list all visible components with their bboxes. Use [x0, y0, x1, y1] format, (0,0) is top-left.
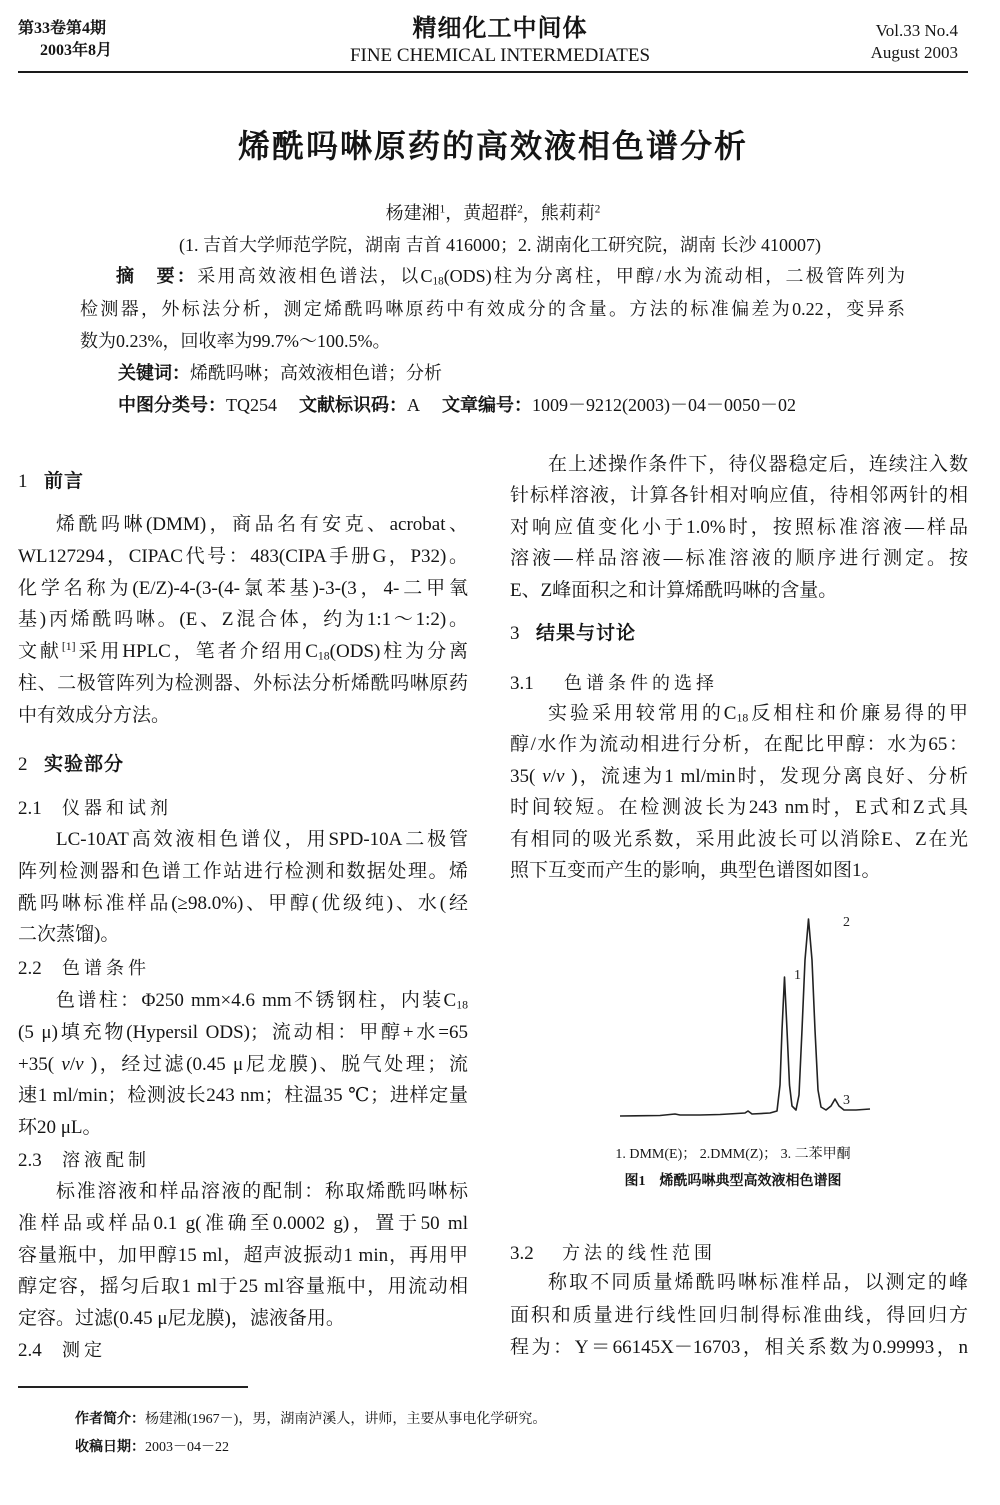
- chromatogram-figure: [600, 900, 880, 1130]
- text-run: ，黄超群: [445, 203, 518, 223]
- instruments-paragraph: [18, 824, 468, 951]
- subscript: 18: [432, 275, 444, 288]
- text-line: [80, 293, 905, 326]
- text-run: WL127294，CIPAC代号：483(CIPA手册G，P32)。: [18, 545, 468, 567]
- header-issue: 第33卷第4期: [18, 20, 107, 37]
- text-line: [18, 1049, 468, 1081]
- subsection-number: 3.1: [510, 673, 534, 694]
- italic-run: v: [555, 765, 565, 787]
- header-volume-block: [820, 20, 958, 64]
- text-line: [510, 855, 968, 886]
- text-run: 环20 μL。: [18, 1117, 102, 1139]
- text-line: [510, 449, 968, 480]
- text-line: [18, 1208, 468, 1240]
- superscript: 1: [439, 203, 446, 216]
- text-run: 称取不同质量烯酰吗啉标准样品，以测定的峰: [548, 1272, 968, 1293]
- subsection-heading-measurement: [18, 1334, 468, 1366]
- text-line: [510, 480, 968, 511]
- peak-label-2: 2: [843, 915, 850, 930]
- text-line: [18, 636, 468, 668]
- text-run: 有相同的吸光系数，采用此波长可以消除E、Z在光: [510, 828, 968, 850]
- peak-label-3: 3: [843, 1093, 850, 1108]
- abstract: [80, 260, 905, 358]
- text-run: (ODS)柱为分离柱，甲醇/水为流动相，二极管阵列为: [443, 266, 905, 286]
- text-line: [18, 700, 468, 732]
- bold-label: 关键词：: [118, 363, 190, 383]
- subsection-heading-selection: [510, 667, 968, 699]
- text-line: [510, 575, 968, 606]
- text-run: 杨建湘(1967－)，男，湖南泸溪人，讲师，主要从事电化学研究。: [145, 1412, 547, 1427]
- section-number: 1: [18, 471, 28, 492]
- subsection-heading-linearity: [510, 1237, 968, 1269]
- subsection-title: 色谱条件的选择: [564, 673, 718, 693]
- author-list: [18, 198, 968, 228]
- text-line: [18, 668, 468, 700]
- subsection-heading-solutions: [18, 1144, 468, 1176]
- text-run: ，熊莉莉: [522, 203, 595, 223]
- text-line: [18, 1176, 468, 1208]
- header-journal-block: [300, 14, 700, 68]
- text-line: [510, 512, 968, 543]
- figure-caption: 图1 烯酰吗啉典型高效液相色谱图: [624, 1174, 842, 1189]
- section-title: 前言: [44, 471, 85, 492]
- journal-name-cn: 精细化工中间体: [412, 16, 588, 42]
- subsection-title: 色谱条件: [62, 958, 150, 978]
- text-line: [510, 824, 968, 855]
- solutions-paragraph: [18, 1176, 468, 1335]
- section-heading-experimental: [18, 749, 468, 781]
- text-line: [118, 357, 918, 389]
- text-run: 化学名称为(E/Z)-4-(3-(4-氯苯基)-3-(3，4-二甲氧: [18, 577, 468, 599]
- text-line: [510, 698, 968, 729]
- subsection-number: 2.3: [18, 1150, 42, 1171]
- text-run: 二次蒸馏)。: [18, 924, 120, 946]
- section-heading-intro: [18, 466, 468, 498]
- text-line: [18, 985, 468, 1017]
- text-run: 醇/水作为流动相进行分析，在配比甲醇：水为65：: [510, 734, 968, 756]
- text-line: [18, 541, 468, 573]
- text-line: [18, 1017, 468, 1049]
- section-title: 实验部分: [44, 754, 125, 775]
- text-line: [75, 1434, 775, 1462]
- text-run: 准样品或样品0.1 g(准确至0.0002 g)，置于50 ml: [18, 1212, 468, 1234]
- text-line: [75, 1406, 775, 1434]
- subsection-title: 仪器和试剂: [62, 798, 172, 818]
- text-run: 烯酰吗啉(DMM)，商品名有安克、acrobat、: [56, 514, 468, 535]
- text-run: 阵列检测器和色谱工作站进行检测和数据处理。烯: [18, 860, 468, 882]
- text-run: 定容。过滤(0.45 μ尼龙膜)，滤液备用。: [18, 1308, 345, 1330]
- text-run: 溶液—样品溶液—标准溶液的顺序进行测定。按: [510, 548, 968, 570]
- classification-line: [118, 389, 938, 421]
- text-run: 中有效成分方法。: [18, 704, 171, 726]
- text-run: /: [69, 1053, 76, 1075]
- text-run: (ODS)柱为分离: [329, 641, 468, 663]
- text-line: [80, 260, 905, 293]
- text-run: 面积和质量进行线性回归制得标准曲线，得回归方: [510, 1304, 968, 1326]
- text-run: )，经过滤(0.45 μ尼龙膜)、脱气处理；流: [83, 1053, 469, 1075]
- superscript: 2: [594, 203, 601, 216]
- text-run: 柱、二极管阵列为检测器、外标法分析烯酰吗啉原药: [18, 672, 468, 694]
- superscript: [1]: [61, 640, 76, 654]
- linearity-paragraph: [510, 1267, 968, 1365]
- text-line: [18, 604, 468, 636]
- bold-label: 收稿日期：: [75, 1440, 145, 1455]
- text-line: [510, 543, 968, 574]
- peak-label-1: 1: [794, 968, 801, 983]
- subsection-number: 2.2: [18, 958, 42, 979]
- text-line: [18, 1303, 468, 1335]
- text-run: )，流速为1 ml/min时，发现分离良好、分析: [564, 765, 968, 787]
- text-run: 针标样溶液，计算各针相对响应值，待相邻两针的相: [510, 485, 968, 507]
- text-line: [510, 1300, 968, 1333]
- text-line: [18, 1271, 468, 1303]
- text-line: [18, 888, 468, 920]
- text-line: [18, 509, 468, 541]
- header-issue-block: [18, 18, 178, 62]
- subsection-number: 3.2: [510, 1243, 534, 1264]
- keywords: [118, 357, 918, 389]
- section-number: 3: [510, 623, 520, 644]
- subsection-heading-instruments: [18, 792, 468, 824]
- section-number: 2: [18, 754, 28, 775]
- text-run: 基)丙烯酰吗啉。(E、Z混合体，约为1:1～1:2)。: [18, 609, 468, 631]
- text-line: [18, 1080, 468, 1112]
- text-line: [510, 1332, 968, 1365]
- text-run: 色谱柱：Φ250 mm×4.6 mm不锈钢柱，内装C: [56, 990, 457, 1011]
- text-run: 检测器，外标法分析，测定烯酰吗啉原药中有效成分的含量。方法的标准偏差为0.22，变异系: [80, 298, 905, 319]
- text-line: [118, 389, 938, 421]
- text-line: [18, 1112, 468, 1144]
- text-line: [18, 198, 968, 228]
- text-run: +35(: [18, 1053, 62, 1075]
- text-run: 在上述操作条件下，待仪器稳定后，连续注入数: [548, 454, 968, 475]
- section-title: 结果与讨论: [536, 623, 637, 644]
- text-run: 反相柱和价廉易得的甲: [748, 703, 968, 724]
- text-run: 数为0.23%，回收率为99.7%～100.5%。: [80, 331, 391, 351]
- text-run: 对响应值变化小于1.0%时，按照标准溶液—样品: [510, 516, 968, 538]
- italic-run: v: [75, 1053, 84, 1075]
- text-run: (5 μ)填充物(Hypersil ODS)；流动相：甲醇+水=65: [18, 1021, 468, 1043]
- italic-run: v: [61, 1053, 70, 1075]
- text-run: 程为：Y＝66145X－16703，相关系数为0.99993，n: [510, 1337, 968, 1358]
- footnote-received-date: [75, 1434, 775, 1462]
- text-line: [18, 856, 468, 888]
- journal-name-en: FINE CHEMICAL INTERMEDIATES: [349, 45, 651, 66]
- subscript: 18: [736, 711, 749, 725]
- text-run: E、Z峰面积之和计算烯酰吗啉的含量。: [510, 579, 838, 601]
- italic-run: v: [542, 765, 551, 787]
- text-run: 速1 ml/min；检测波长243 nm；柱温35 ℃；进样定量: [18, 1085, 468, 1107]
- text-run: /: [550, 765, 556, 787]
- subsection-title: 方法的线性范围: [562, 1243, 716, 1263]
- text-run: 采用高效液相色谱法，以C: [197, 266, 433, 286]
- subscript: 18: [317, 649, 330, 663]
- subsection-title: 测定: [62, 1340, 106, 1360]
- subscript: 18: [456, 998, 468, 1012]
- text-run: 采用HPLC，笔者介绍用C: [75, 641, 318, 663]
- subsection-heading-conditions: [18, 952, 468, 984]
- subsection-number: 2.1: [18, 798, 42, 819]
- selection-paragraph: [510, 698, 968, 886]
- footnote-author-bio: [75, 1406, 775, 1434]
- paper-title: 烯酰吗啉原药的高效液相色谱分析: [237, 128, 748, 164]
- text-run: 烯酰吗啉；高效液相色谱；分析: [190, 363, 442, 383]
- text-run: 标准溶液和样品溶液的配制：称取烯酰吗啉标: [56, 1181, 468, 1202]
- footnote-divider: [18, 1386, 248, 1388]
- text-line: [510, 792, 968, 823]
- text-run: 酰吗啉标准样品(≥98.0%)、甲醇(优级纯)、水(经: [18, 892, 468, 914]
- text-line: [80, 325, 905, 358]
- subsection-title: 溶液配制: [62, 1150, 150, 1170]
- text-run: 实验采用较常用的C: [548, 703, 737, 724]
- bold-label: 文献标识码：: [299, 395, 407, 415]
- intro-paragraph: [18, 509, 468, 732]
- text-run: 杨建湘: [385, 203, 440, 223]
- text-run: 2003－04－22: [145, 1440, 229, 1455]
- text-line: [18, 1240, 468, 1272]
- bold-label: 中图分类号：: [118, 395, 226, 415]
- text-line: [18, 824, 468, 856]
- header-divider: [18, 71, 968, 73]
- text-run: 35(: [510, 765, 543, 787]
- text-run: 时间较短。在检测波长为243 nm时，E式和Z式具: [510, 797, 968, 819]
- conditions-paragraph: [18, 985, 468, 1144]
- bold-label: 文章编号：: [442, 395, 532, 415]
- text-run: 醇定容，摇匀后取1 ml于25 ml容量瓶中，用流动相: [18, 1276, 468, 1298]
- text-run: LC-10AT高效液相色谱仪，用SPD-10A二极管: [56, 829, 468, 850]
- text-line: [18, 919, 468, 951]
- measurement-paragraph: [510, 449, 968, 606]
- text-run: 文献: [18, 641, 62, 663]
- affiliation: (1. 吉首大学师范学院，湖南 吉首 416000；2. 湖南化工研究院，湖南 长沙 410007): [179, 235, 821, 255]
- header-date-en: August 2003: [870, 43, 958, 62]
- text-run: A: [407, 395, 420, 415]
- text-run: 照下互变而产生的影响，典型色谱图如图1。: [510, 859, 881, 881]
- bold-label: 作者简介：: [75, 1412, 145, 1427]
- text-line: [510, 729, 968, 760]
- superscript: 2: [517, 203, 523, 216]
- bold-label: 摘 要：: [116, 266, 198, 286]
- subsection-number: 2.4: [18, 1340, 42, 1361]
- text-line: [18, 573, 468, 605]
- text-line: [510, 761, 968, 792]
- text-line: [510, 1267, 968, 1300]
- text-run: 容量瓶中，加甲醇15 ml，超声波振动1 min，再用甲: [18, 1244, 468, 1266]
- figure-legend: 1. DMM(E)； 2.DMM(Z)； 3. 二苯甲酮: [615, 1147, 851, 1162]
- header-volume-en: Vol.33 No.4: [875, 21, 958, 40]
- chromatogram-trace: [620, 919, 870, 1116]
- text-run: TQ254: [226, 395, 277, 415]
- header-date-cn: 2003年8月: [40, 42, 113, 59]
- text-run: 1009－9212(2003)－04－0050－02: [532, 395, 796, 415]
- section-heading-results: [510, 618, 968, 650]
